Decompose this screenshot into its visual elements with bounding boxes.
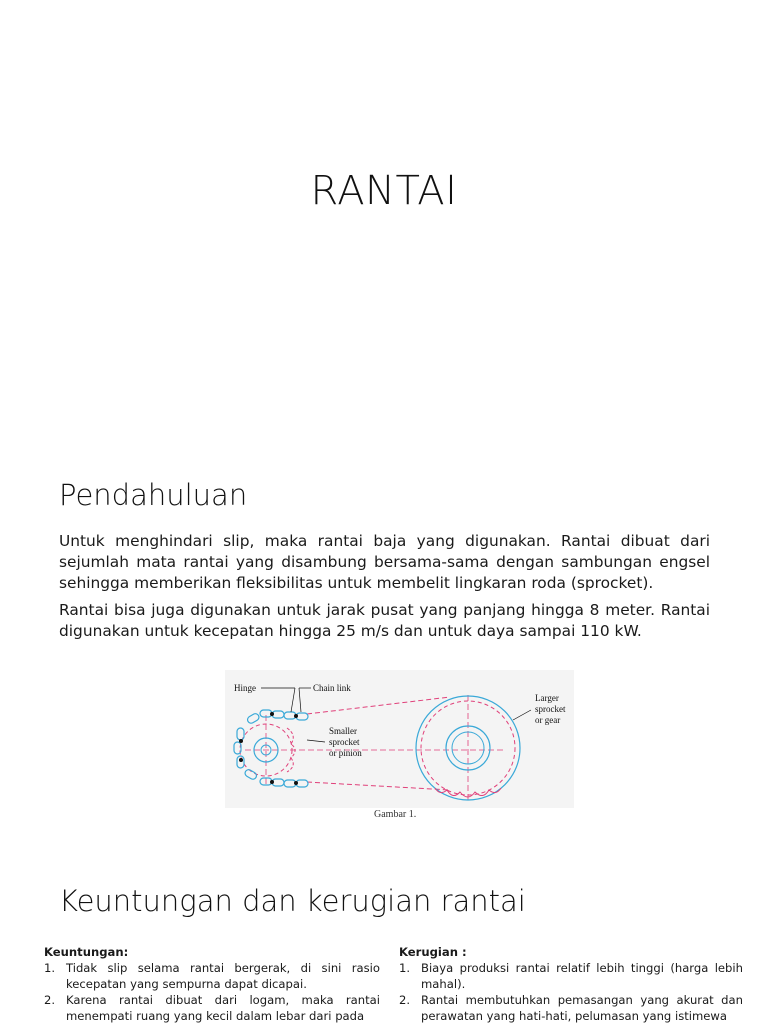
chain-drive-figure	[225, 670, 574, 808]
title-slide	[0, 0, 768, 300]
list-item	[44, 992, 380, 1024]
list-text: Rantai membutuhkan pemasangan yang akurat dan perawatan yang hati-hati, pelumasan yang istimewa	[421, 993, 743, 1023]
list-number: 1.	[44, 961, 56, 975]
chain-top-run	[307, 697, 450, 714]
label-smaller-1: Smaller	[329, 726, 357, 736]
chain-drive-diagram	[225, 670, 574, 808]
list-text: Biaya produksi rantai relatif lebih tinggi (harga lebih mahal).	[421, 961, 743, 991]
pinion-leader	[307, 740, 325, 742]
intro-slide	[0, 460, 768, 840]
list-text: Karena rantai dibuat dari logam, maka rantai menempati ruang yang kecil dalam lebar dari pada	[66, 993, 380, 1023]
keuntungan-title: Keuntungan:	[44, 945, 129, 959]
pros-cons-heading: Keuntungan dan kerugian rantai	[59, 884, 526, 918]
large-sprocket-outer	[416, 696, 520, 800]
label-chain-link: Chain link	[313, 683, 351, 693]
list-number: 1.	[399, 961, 411, 975]
chain-bottom-run	[307, 782, 450, 790]
list-number: 2.	[399, 993, 411, 1007]
list-item	[44, 960, 380, 992]
label-hinge: Hinge	[234, 683, 256, 693]
kerugian-list	[399, 960, 743, 1024]
gear-leader	[513, 710, 531, 720]
kerugian-title: Kerugian :	[399, 945, 467, 959]
keuntungan-list	[44, 960, 380, 1024]
figure-caption: Gambar 1.	[374, 809, 417, 820]
label-smaller-2: sprocket	[329, 737, 360, 747]
slide-title: RANTAI	[310, 168, 458, 214]
keuntungan-column	[44, 944, 380, 1024]
list-number: 2.	[44, 993, 56, 1007]
chain-link-leader-2	[299, 688, 301, 712]
label-smaller-3: or pinion	[329, 748, 362, 758]
label-larger-3: or gear	[535, 715, 561, 725]
intro-paragraph-2: Rantai bisa juga digunakan untuk jarak pusat yang panjang hingga 8 meter. Rantai digunakan untuk kecepatan hingga 25 m/s dan untuk daya sampai 110 kW.	[59, 601, 710, 640]
intro-paragraph-1: Untuk menghindari slip, maka rantai baja yang digunakan. Rantai dibuat dari sejumlah mata rantai yang disambung bersama-sama dengan sambungan engsel sehingga memberikan fleksibilitas untuk membelit lingkaran roda (sprocket).	[59, 532, 710, 592]
list-item	[399, 960, 743, 992]
label-larger-2: sprocket	[535, 704, 566, 714]
kerugian-column	[399, 944, 743, 1024]
intro-heading: Pendahuluan	[59, 478, 248, 512]
chain-pins	[239, 712, 298, 785]
pros-cons-slide	[0, 870, 768, 1024]
list-text: Tidak slip selama rantai bergerak, di sini rasio kecepatan yang sempurna dapat dicapai.	[66, 961, 380, 991]
hinge-leader-2	[291, 688, 295, 712]
list-item	[399, 992, 743, 1024]
label-larger-1: Larger	[535, 693, 559, 703]
